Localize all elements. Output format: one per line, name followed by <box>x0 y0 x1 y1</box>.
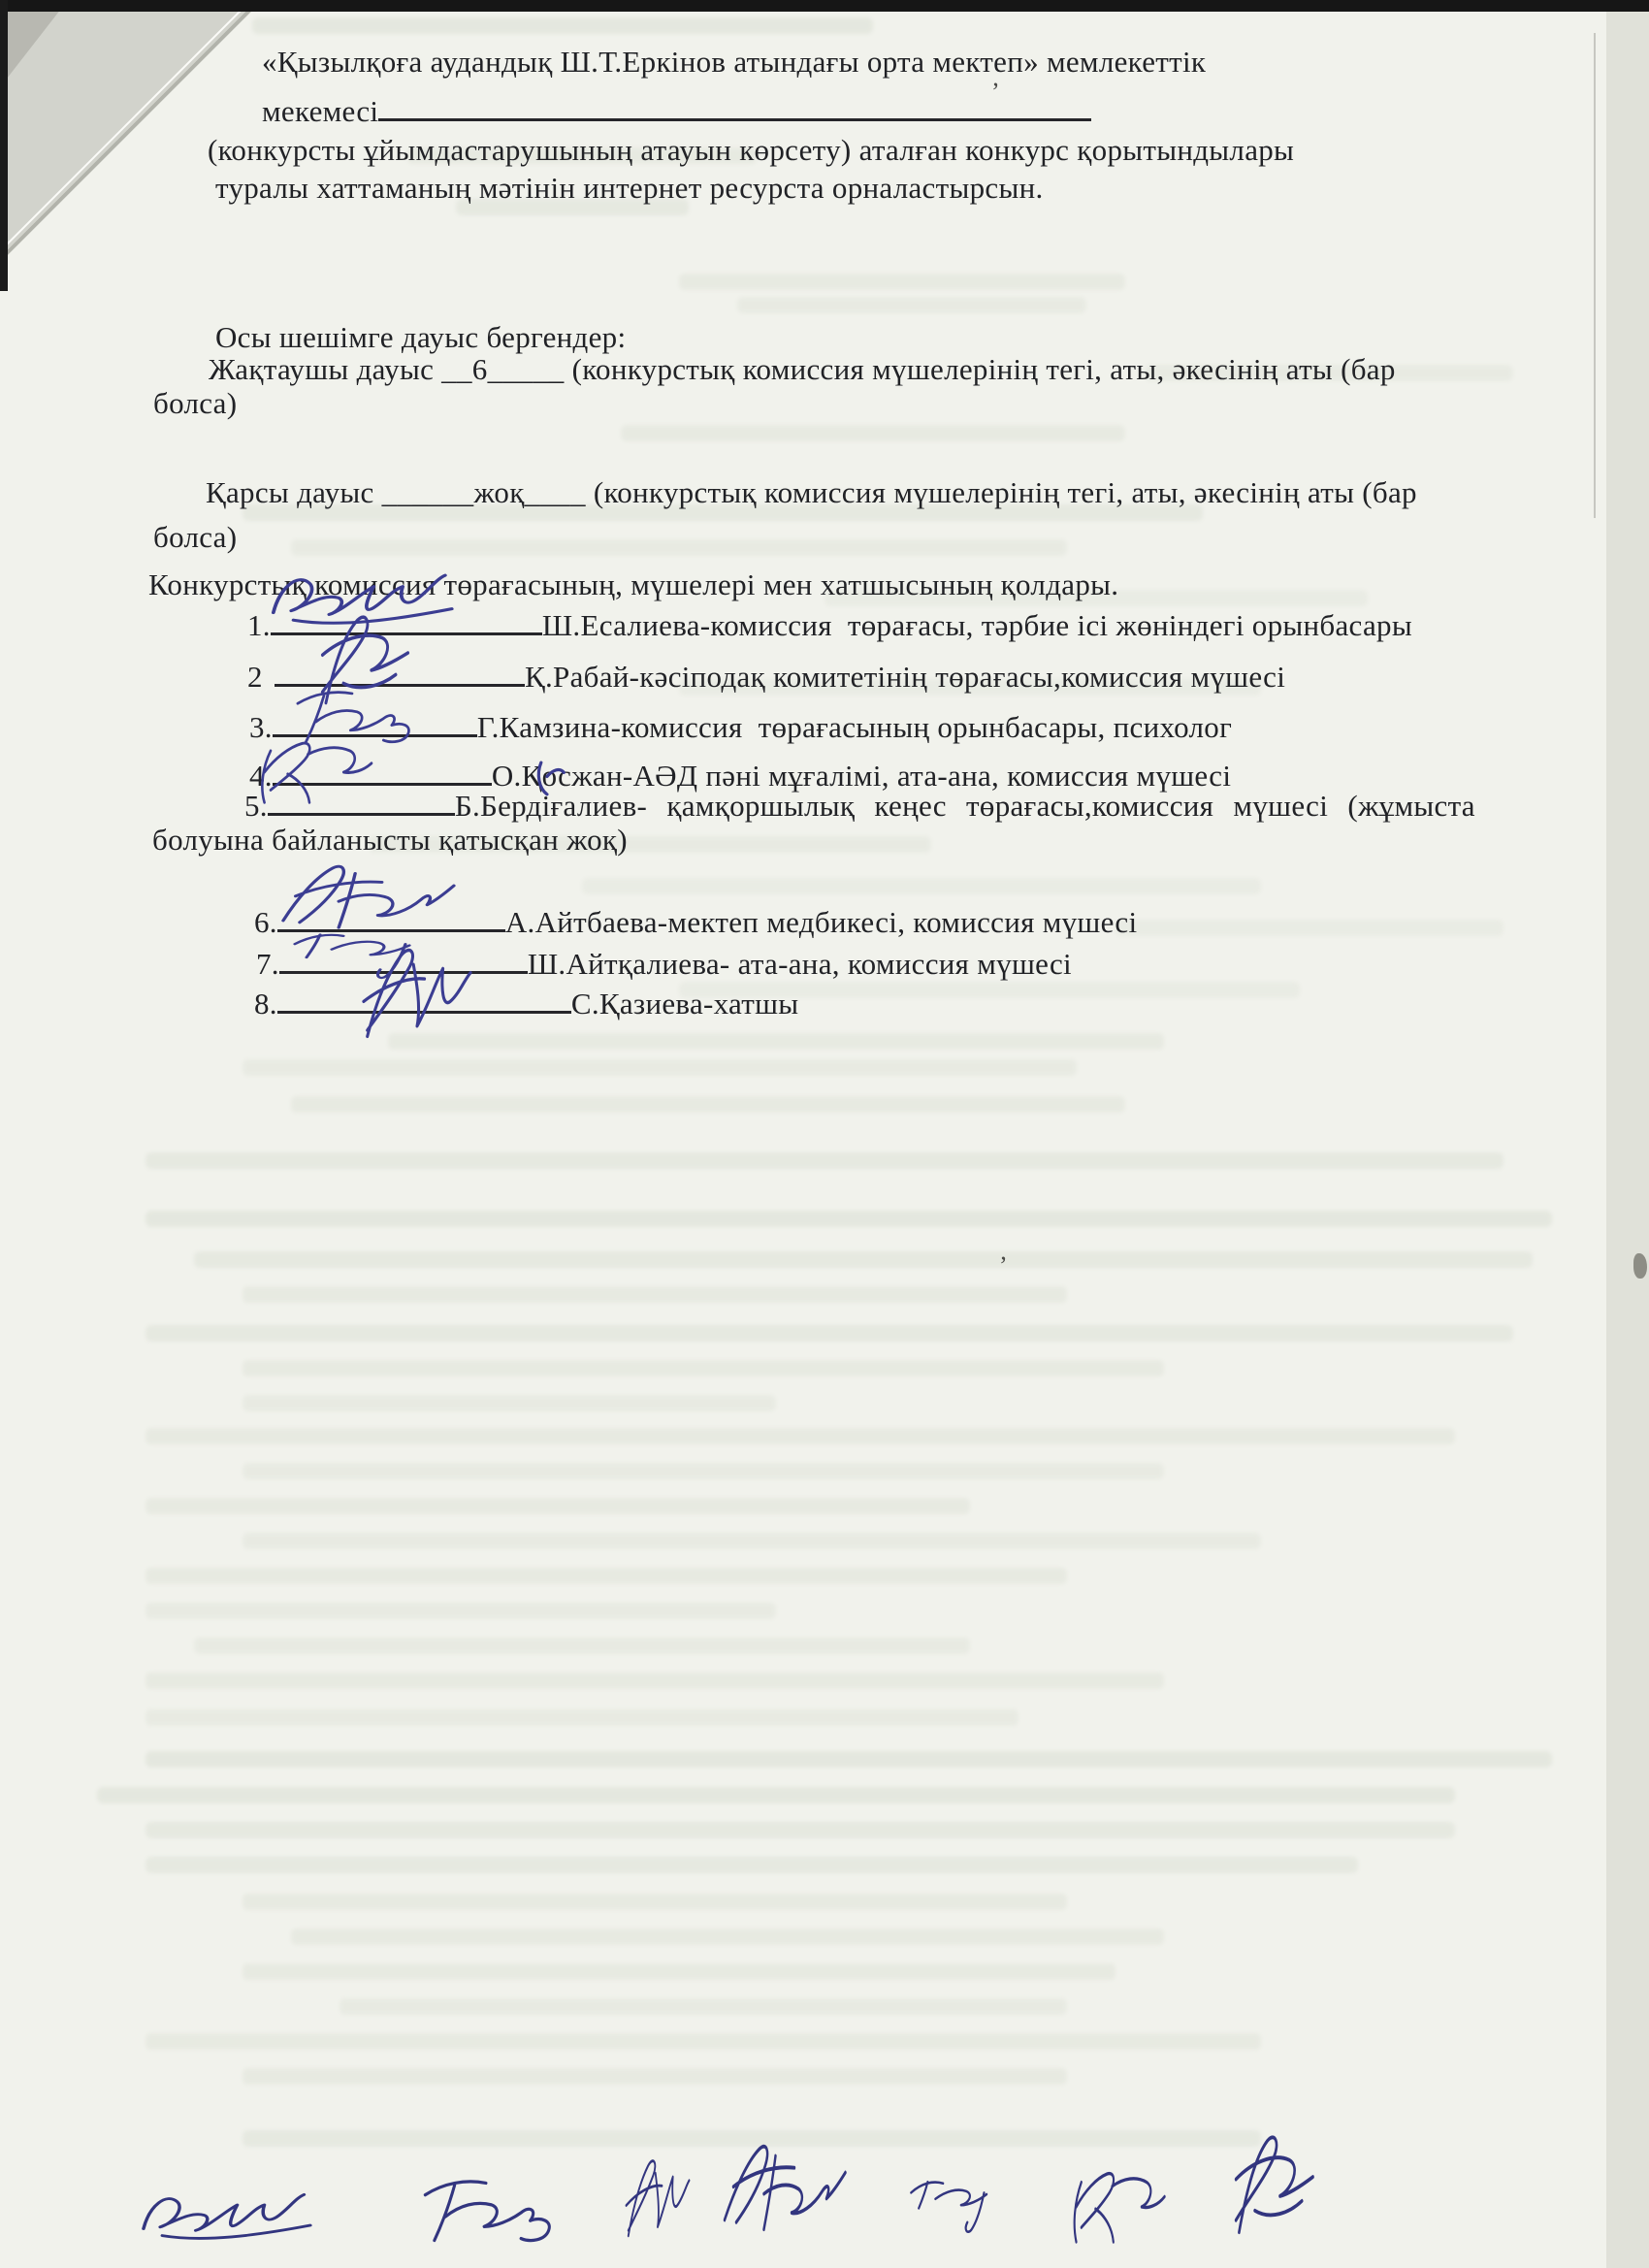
bleedthrough-line <box>340 1998 1067 2015</box>
bleedthrough-line <box>291 1928 1164 1945</box>
bleedthrough-line <box>1116 920 1504 936</box>
bottom-signature-2 <box>412 2161 597 2260</box>
header-line-4: туралы хаттаманың мәтінін интернет ресурста орналастырсын. <box>215 171 1044 205</box>
member-text: Қ.Рабай-кәсіподақ комитетінің төрағасы,комиссия мүшесі <box>525 660 1286 694</box>
voting-heading: Осы шешімге дауыс бергендер: <box>215 320 627 354</box>
bleedthrough-line <box>146 1709 1018 1726</box>
scanner-edge-top <box>0 0 1649 12</box>
org-blank-line <box>378 89 1091 121</box>
bleedthrough-line <box>194 1637 970 1654</box>
member-text: Ш.Айтқалиева- ата-ана, комиссия мүшесі <box>527 947 1072 981</box>
member-number: 5. <box>244 789 268 823</box>
member-number: 2 <box>247 660 263 694</box>
member-text: Б.Бердіғалиев- қамқоршылық кеңес төрағасы,комиссия мүшесі (жұмыста <box>454 789 1475 823</box>
bleedthrough-line <box>146 1857 1358 1873</box>
bottom-signature-3 <box>603 2155 712 2245</box>
member-text: А.Айтбаева-мектеп медбикесі, комиссия мүшесі <box>504 905 1138 939</box>
stray-mark: ’ <box>999 1251 1008 1280</box>
vote-for-wrap: болса) <box>153 386 238 420</box>
member-number: 4. <box>249 759 273 793</box>
member-text: С.Қазиева-хатшы <box>570 987 799 1021</box>
bleedthrough-line <box>146 1325 1513 1342</box>
page-edge-line <box>1594 33 1596 518</box>
bleedthrough-line <box>97 1787 1455 1803</box>
member-number: 3. <box>249 710 273 744</box>
ink-signature-kazieva <box>325 944 509 1047</box>
bleedthrough-line <box>242 1463 1164 1479</box>
vote-against-line: Қарсы дауыс ______жоқ____ (конкурстық комиссия мүшелерінің тегі, аты, әкесінің аты (бар <box>206 475 1417 509</box>
bleedthrough-line <box>679 274 1125 290</box>
member-text: Г.Камзина-комиссия төрағасының орынбасары, психолог <box>476 710 1233 744</box>
bleedthrough-line <box>146 1603 776 1619</box>
bottom-signature-1 <box>131 2176 340 2261</box>
signatures-heading: Конкурстық комиссия төрағасының, мүшелері мен хатшысының қолдары. <box>148 567 1119 601</box>
ink-signature-kosjan <box>247 728 403 817</box>
bleedthrough-line <box>146 1211 1552 1227</box>
bleedthrough-line <box>252 17 873 34</box>
bleedthrough-line <box>242 1360 1164 1377</box>
vote-for-line: Жақтаушы дауыс __6_____ (конкурстық комиссия мүшелерінің тегі, аты, әкесінің аты (бар <box>209 352 1396 386</box>
bleedthrough-line <box>242 1894 1067 1910</box>
bleedthrough-line <box>146 1568 1067 1584</box>
bleedthrough-line <box>146 1751 1552 1767</box>
bleedthrough-line <box>146 1498 970 1514</box>
bleedthrough-line <box>582 878 1261 894</box>
bleedthrough-line <box>291 1096 1125 1113</box>
header-line-1: «Қызылқоға аудандық Ш.Т.Еркінов атындағы орта мектеп» мемлекеттік <box>262 45 1207 79</box>
member-number: 8. <box>254 987 277 1021</box>
bleedthrough-line <box>146 1428 1455 1444</box>
bleedthrough-line <box>242 1963 1116 1980</box>
bleedthrough-line <box>242 1533 1261 1549</box>
bleedthrough-line <box>146 1152 1504 1169</box>
bleedthrough-line <box>146 1672 1164 1689</box>
bottom-signature-7 <box>1208 2126 1365 2247</box>
member-row-5-wrap: болуына байланысты қатысқан жоқ) <box>152 823 628 857</box>
bleedthrough-line <box>146 1822 1455 1838</box>
stray-mark: ’ <box>991 78 1000 106</box>
member-number: 7. <box>256 947 279 981</box>
member-number: 1. <box>247 608 271 642</box>
scanner-edge-left <box>0 0 8 291</box>
ink-stray-stroke <box>529 757 569 801</box>
bleedthrough-line <box>194 1251 1533 1268</box>
bleedthrough-line <box>737 297 1086 313</box>
bottom-signature-4 <box>713 2137 858 2255</box>
bottom-signature-5 <box>902 2155 1030 2241</box>
bleedthrough-line <box>291 539 1067 556</box>
member-number: 6. <box>254 905 277 939</box>
vote-against-wrap: болса) <box>153 520 238 554</box>
member-text: Ш.Есалиева-комиссия төрағасы, тәрбие ісі жөніндегі орынбасары <box>541 608 1412 642</box>
bleedthrough-line <box>242 1059 1077 1076</box>
bleedthrough-line <box>242 1286 1067 1303</box>
header-line-3: (конкурсты ұйымдастарушының атауын көрсету) аталған конкурс қорытындылары <box>208 133 1295 167</box>
bottom-signature-6 <box>1062 2155 1190 2258</box>
folded-corner <box>0 0 291 291</box>
bleedthrough-line <box>621 425 1125 441</box>
bleedthrough-line <box>146 2033 1261 2050</box>
member-row-5 <box>244 784 1475 824</box>
bleedthrough-line <box>242 1395 776 1411</box>
member-text: О.Қосжан-АӘД пәні мұғалімі, ата-ана, комиссия мүшесі <box>491 759 1232 793</box>
org-label: мекемесі <box>262 94 379 128</box>
header-org-row <box>262 89 1091 129</box>
page-edge-shadow <box>1606 0 1649 2268</box>
edge-smudge <box>1633 1253 1647 1279</box>
bleedthrough-line <box>242 2068 1067 2085</box>
